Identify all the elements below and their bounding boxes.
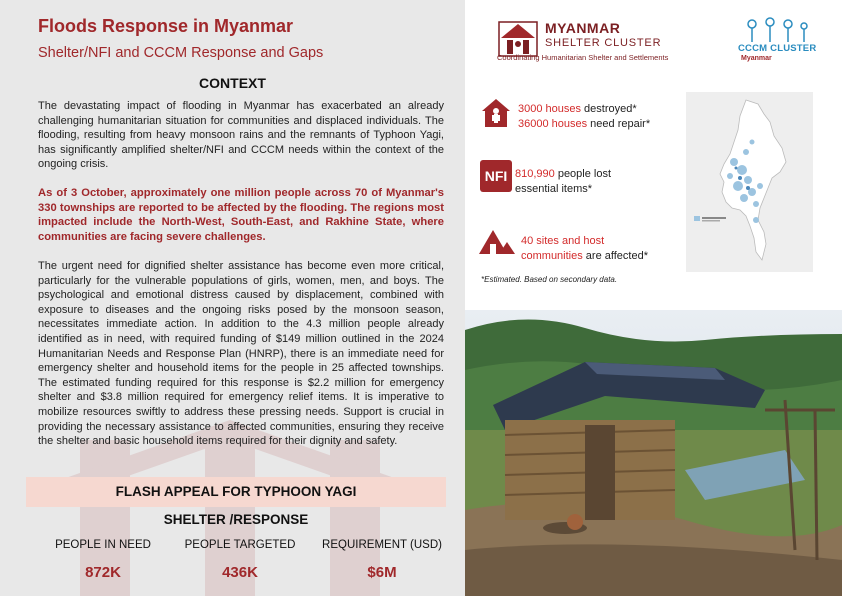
nfi-number: 810,990 <box>515 168 555 180</box>
stat-label: PEOPLE TARGETED <box>184 539 296 551</box>
context-paragraph-2: As of 3 October, approximately one million people across 70 of Myanmar's 330 townships are reported to be affected by the flooding. The regions most impacted include the North-West, South-East, and Rakhine State, where communities are facing severe challenges. <box>38 187 444 243</box>
sites-highlight-2: communities <box>521 250 583 262</box>
sites-line-2 <box>521 249 648 264</box>
houses-impact-text <box>518 102 650 132</box>
nfi-icon-label: NFI <box>484 168 508 184</box>
stat-value: $6M <box>367 564 397 581</box>
nfi-impact-text <box>515 167 611 197</box>
nfi-icon <box>480 160 512 192</box>
shelter-cluster-sub: SHELTER CLUSTER <box>545 37 662 49</box>
myanmar-map <box>686 92 813 272</box>
cccm-cluster-sub: Myanmar <box>741 55 772 62</box>
stat-value: 436K <box>222 564 258 581</box>
estimate-note: *Estimated. Based on secondary data. <box>481 275 618 284</box>
nfi-line-2: essential items* <box>515 183 593 195</box>
stat-people-targeted <box>178 539 302 581</box>
stat-label: PEOPLE IN NEED <box>55 539 151 551</box>
house-damage-icon <box>480 97 512 129</box>
damaged-shelter-photo <box>465 310 842 596</box>
sites-suffix: are affected* <box>582 250 648 262</box>
context-heading: CONTEXT <box>199 75 266 91</box>
houses-repair-suffix: need repair* <box>587 118 651 130</box>
cccm-cluster-name: CCCM CLUSTER <box>738 43 817 54</box>
sites-icon <box>479 226 515 256</box>
shelter-cluster-tagline: Coordinating Humanitarian Shelter and Settlements <box>497 53 669 62</box>
response-title: SHELTER /RESPONSE <box>163 512 309 527</box>
sites-impact-text <box>521 234 648 264</box>
page-subtitle: Shelter/NFI and CCCM Response and Gaps <box>38 45 324 61</box>
context-paragraph-1: The devastating impact of flooding in Myanmar has exacerbated an already challenging humanitarian situation for communities and displaced individuals. The flooding, resulting from heavy monsoon rains and the remnants of Typhoon Yagi, has significantly amplified shelter/NFI and CCCM needs within the context of the ongoing crisis. <box>38 100 444 171</box>
stat-value: 872K <box>85 564 121 581</box>
stat-label: REQUIREMENT (USD) <box>322 539 442 551</box>
nfi-line1-suffix: people lost <box>554 168 612 180</box>
houses-destroyed-suffix: destroyed* <box>581 103 637 115</box>
page-title: Floods Response in Myanmar <box>38 16 294 36</box>
houses-repair-number: 36000 houses <box>518 118 588 130</box>
stat-people-in-need <box>44 539 162 581</box>
context-paragraph-3: The urgent need for dignified shelter assistance has become even more critical, particularly for the vulnerable populations of girls, women, men, and boys. The psychological and emotional distress caused by displacement, combined with exposure to diseases and the ongoing risks posed by the monsoon season, necessitates immediate action. In addition to the 4.3 million people already identified as in need, with required funding of $149 million outlined in the 2024 Humanitarian Needs and Response Plan (HNRP), there is an immediate need for emergency shelter and household items for the people in 25 affected townships. The estimated funding required for this response is $2.2 million for emergency shelter and $3.8 million required for emergency relief items. It is imperative to mobilize resources swiftly to address these pressing needs. Support is crucial in providing the necessary assistance to affected communities, ensuring they receive the shelter and basic household items required for their dignity and safety. <box>38 260 444 448</box>
myanmar-map-icon <box>686 92 813 272</box>
appeal-title: FLASH APPEAL FOR TYPHOON YAGI <box>115 484 357 499</box>
damaged-shelter-photo-icon <box>465 310 842 596</box>
houses-destroyed-number: 3000 houses <box>518 103 581 115</box>
shelter-cluster-name: MYANMAR <box>545 20 621 36</box>
sites-line-1: 40 sites and host <box>521 235 605 247</box>
stat-requirement <box>312 539 452 581</box>
nfi-line-1 <box>515 167 611 182</box>
houses-destroyed-line <box>518 102 650 117</box>
houses-repair-line <box>518 117 650 132</box>
